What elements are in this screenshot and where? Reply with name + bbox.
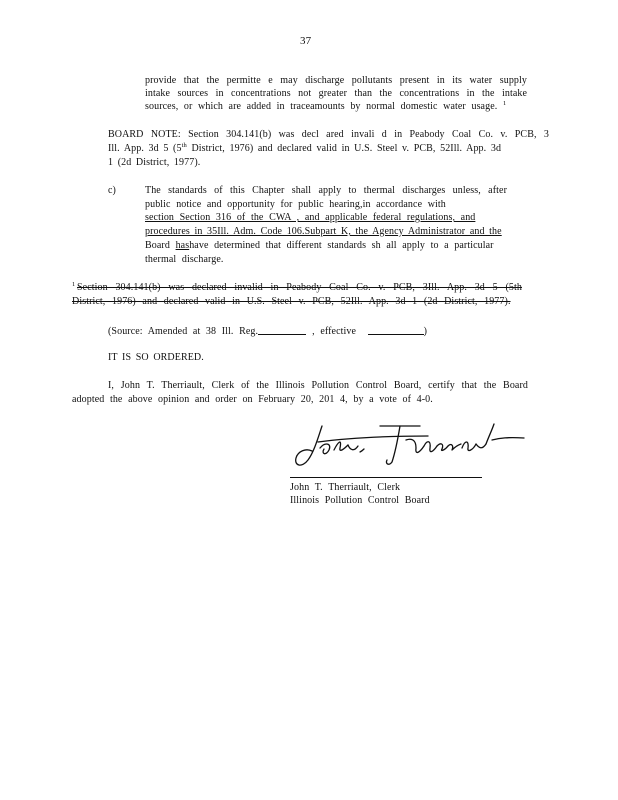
footnote-line-deleted: Section 304.141(b) was declared invalid in Peabody Coal Co. v. PCB, 3Ill. App. 3d 5 (5th <box>77 282 522 293</box>
source-line <box>108 324 427 339</box>
item-c-line: thermal discharge. <box>145 254 224 265</box>
item-c-line <box>145 239 494 253</box>
board-note-text: Ill. App. 3d 5 (5 <box>108 143 182 154</box>
signatory-organization: Illinois Pollution Control Board <box>290 495 430 506</box>
footnote-line-deleted: District, 1976) and declared valid in U.S. Steel v. PCB, 52Ill. App. 3d 1 (2d District, 1977). <box>72 296 511 307</box>
register-blank <box>258 324 306 335</box>
source-effective: , effective <box>312 326 357 337</box>
source-label: (Source: Amended at 38 Ill. Reg. <box>108 326 259 337</box>
source-close: ) <box>423 326 428 337</box>
certification-line: adopted the above opinion and order on February 20, 201 4, by a vote of 4-0. <box>72 394 433 405</box>
superscript-th: th <box>181 142 187 149</box>
certification-line: I, John T. Therriault, Clerk of the Illinois Pollution Control Board, certify that the Board <box>108 380 528 391</box>
board-note-line: BOARD NOTE: Section 304.141(b) was decl ared invali d in Peabody Coal Co. v. PCB, 3 <box>108 129 549 140</box>
item-c-text: have determined that different standards sh all apply to a particular <box>189 240 494 251</box>
effective-date-blank <box>368 324 424 335</box>
ordered-statement: IT IS SO ORDERED. <box>108 352 204 363</box>
item-c-line: public notice and opportunity for public hearing,in accordance with <box>145 199 446 210</box>
board-note-text: District, 1976) and declared valid in U.S. Steel v. PCB, 52Ill. App. 3d <box>191 143 502 154</box>
item-c-line-inserted: section Section 316 of the CWA , and applicable federal regulations, and <box>145 212 476 223</box>
board-note-line <box>108 142 501 156</box>
paragraph-text: sources, or which are added in traceamounts by normal domestic water usage. <box>145 101 498 112</box>
signatory-name: John T. Therriault, Clerk <box>290 482 401 493</box>
item-c-line: The standards of this Chapter shall apply to thermal discharges unless, after <box>145 185 507 196</box>
board-note-line: 1 (2d District, 1977). <box>108 157 201 168</box>
paragraph-line: intake sources in concentrations not greater than the concentrations in the intake <box>145 88 527 99</box>
inserted-text: has <box>175 240 190 251</box>
footnote-reference: 1 <box>502 100 507 107</box>
signature-line <box>290 477 482 478</box>
paragraph-line: provide that the permitte e may discharge pollutants present in its water supply <box>145 75 527 86</box>
item-marker: c) <box>108 185 116 196</box>
footnote-marker <box>72 281 75 295</box>
footnote-number: 1 <box>72 281 76 288</box>
handwritten-signature <box>288 418 533 476</box>
item-c-line-inserted: procedures in 35Ill. Adm. Code 106.Subpart K, the Agency Administrator and the <box>145 226 502 237</box>
item-c-text: Board <box>145 240 170 251</box>
page-number: 37 <box>300 35 312 47</box>
paragraph-line <box>145 100 506 114</box>
